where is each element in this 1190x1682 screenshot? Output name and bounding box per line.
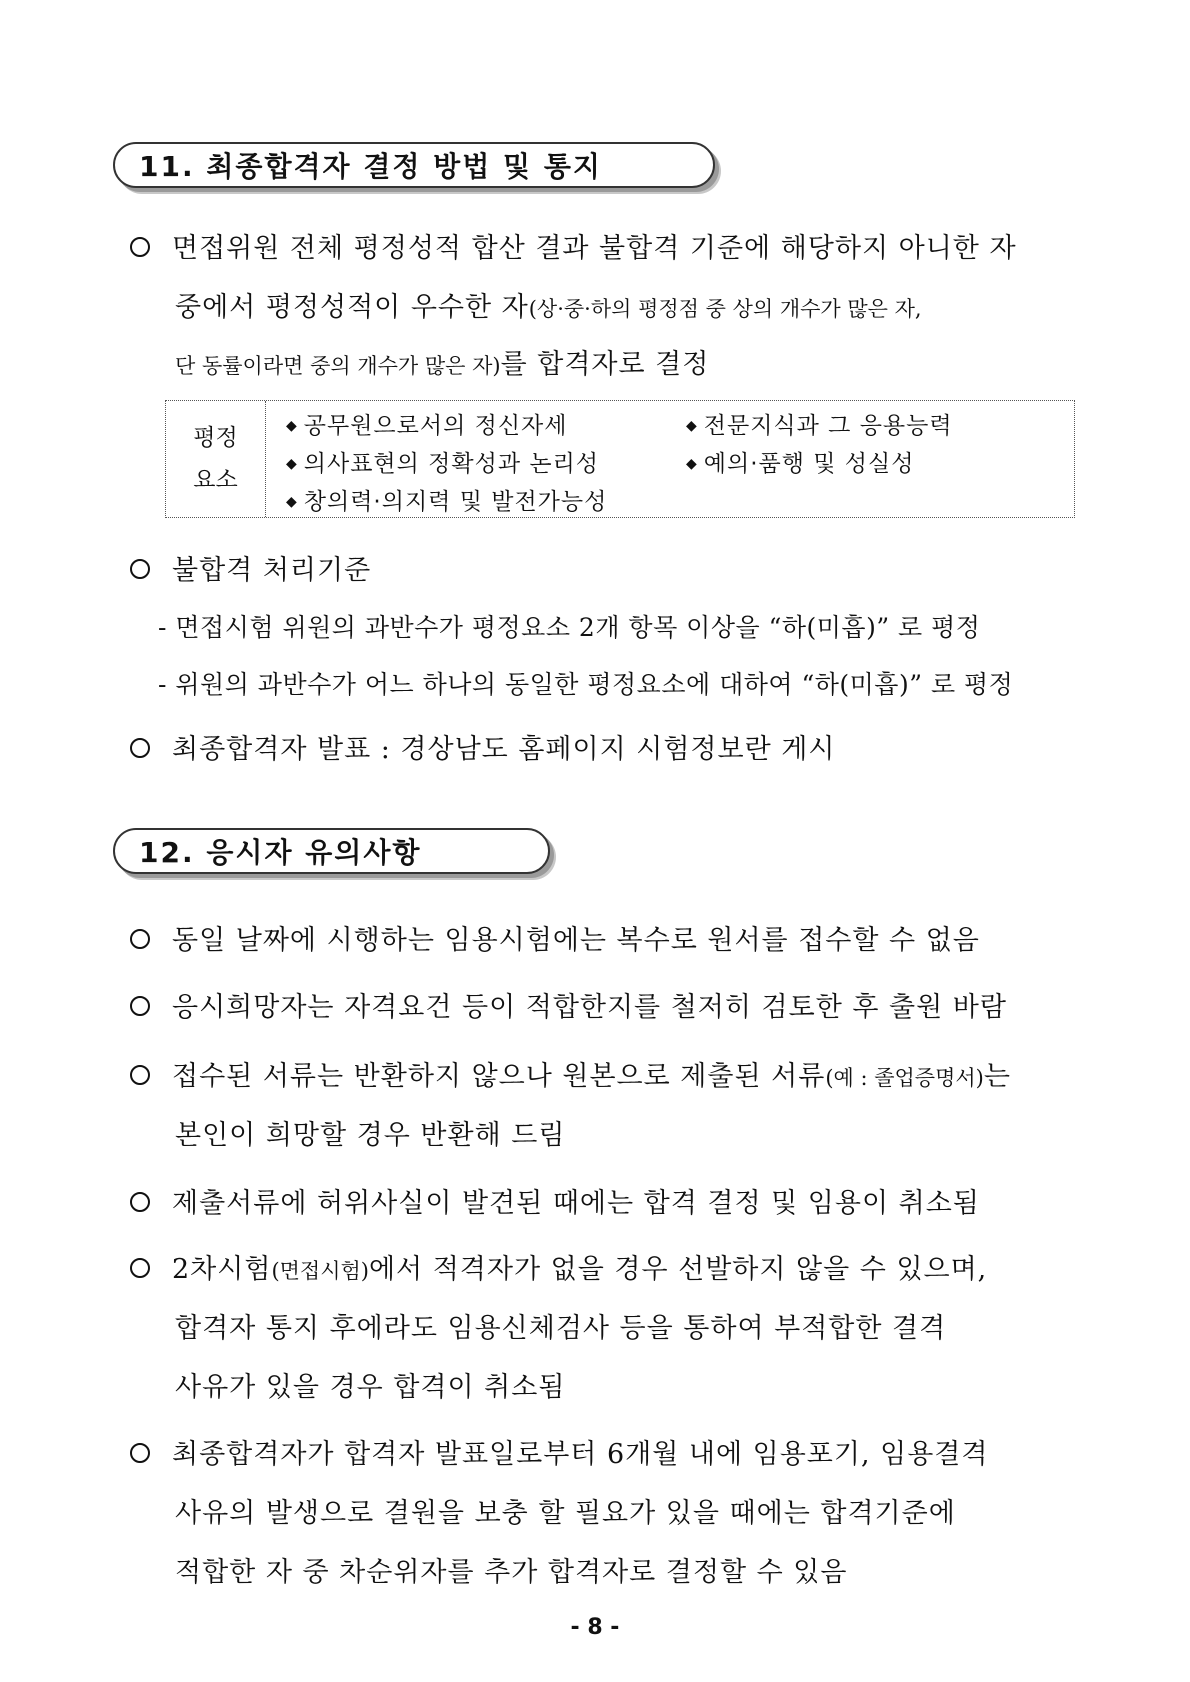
s12-bullet-3-line-2: 본인이 희망할 경우 반환해 드림 — [175, 1120, 566, 1151]
page-number: - 8 - — [570, 1615, 620, 1640]
s11-paragraph-2: 불합격 처리기준 — [130, 548, 371, 587]
s11-subitem-2: - 위원의 과반수가 어느 하나의 동일한 평정요소에 대하여 “하(미흡)” 로 평정 — [158, 670, 1014, 699]
circle-bullet-icon — [130, 738, 150, 758]
section-11-heading — [113, 142, 715, 188]
s12-bullet-2: 응시희망자는 자격요건 등이 적합한지를 철저히 검토한 후 출원 바람 — [130, 985, 1007, 1024]
section-12-heading — [113, 828, 550, 874]
diamond-bullet-icon: ◆ — [286, 494, 298, 510]
diamond-bullet-icon: ◆ — [286, 456, 298, 472]
evaluation-item: ◆ 창의력·의지력 및 발전가능성 — [286, 489, 608, 515]
evaluation-label-cell: 평정 요소 — [166, 401, 266, 517]
s12-bullet-6-line-2: 사유의 발생으로 결원을 보충 할 필요가 있을 때에는 합격기준에 — [175, 1498, 956, 1529]
section-12-title: 12. 응시자 유의사항 — [139, 836, 422, 869]
s11-subitem-1: - 면접시험 위원의 과반수가 평정요소 2개 항목 이상을 “하(미흡)” 로 평정 — [158, 613, 981, 642]
evaluation-item: ◆ 전문지식과 그 응용능력 — [686, 413, 953, 439]
diamond-bullet-icon: ◆ — [686, 456, 698, 472]
evaluation-item: ◆ 의사표현의 정확성과 논리성 — [286, 451, 600, 477]
s12-bullet-5-line-3: 사유가 있을 경우 합격이 취소됨 — [175, 1372, 566, 1403]
s12-bullet-6-line-3: 적합한 자 중 차순위자를 추가 합격자로 결정할 수 있음 — [175, 1557, 848, 1588]
circle-bullet-icon — [130, 1443, 150, 1463]
s11-paragraph-1-line-2: 중에서 평정성적이 우수한 자(상·중·하의 평정점 중 상의 개수가 많은 자, — [175, 292, 922, 323]
circle-bullet-icon — [130, 929, 150, 949]
section-11-title: 11. 최종합격자 결정 방법 및 통지 — [139, 150, 602, 183]
evaluation-item: ◆ 예의·품행 및 성실성 — [686, 451, 915, 477]
circle-bullet-icon — [130, 559, 150, 579]
evaluation-item: ◆ 공무원으로서의 정신자세 — [286, 413, 568, 439]
s12-bullet-5-line-1: 2차시험(면접시험)에서 적격자가 없을 경우 선발하지 않을 수 있으며, — [130, 1247, 987, 1286]
s11-paragraph-3: 최종합격자 발표 : 경상남도 홈페이지 시험정보란 게시 — [130, 727, 835, 766]
s12-bullet-4: 제출서류에 허위사실이 발견된 때에는 합격 결정 및 임용이 취소됨 — [130, 1181, 980, 1220]
s12-bullet-3-line-1: 접수된 서류는 반환하지 않으나 원본으로 제출된 서류(예 : 졸업증명서)는 — [130, 1054, 1011, 1093]
circle-bullet-icon — [130, 1192, 150, 1212]
s12-bullet-6-line-1: 최종합격자가 합격자 발표일로부터 6개월 내에 임용포기, 임용결격 — [130, 1432, 988, 1471]
s12-bullet-1: 동일 날짜에 시행하는 임용시험에는 복수로 원서를 접수할 수 없음 — [130, 918, 980, 957]
diamond-bullet-icon: ◆ — [286, 418, 298, 434]
circle-bullet-icon — [130, 1258, 150, 1278]
diamond-bullet-icon: ◆ — [686, 418, 698, 434]
s11-paragraph-1-line-1: 면접위원 전체 평정성적 합산 결과 불합격 기준에 해당하지 아니한 자 — [130, 226, 1017, 265]
s11-paragraph-1-line-3: 단 동률이라면 중의 개수가 많은 자)를 합격자로 결정 — [175, 349, 710, 380]
circle-bullet-icon — [130, 996, 150, 1016]
s12-bullet-5-line-2: 합격자 통지 후에라도 임용신체검사 등을 통하여 부적합한 결격 — [175, 1313, 947, 1344]
circle-bullet-icon — [130, 1065, 150, 1085]
evaluation-criteria-table — [165, 400, 1075, 518]
circle-bullet-icon — [130, 237, 150, 257]
